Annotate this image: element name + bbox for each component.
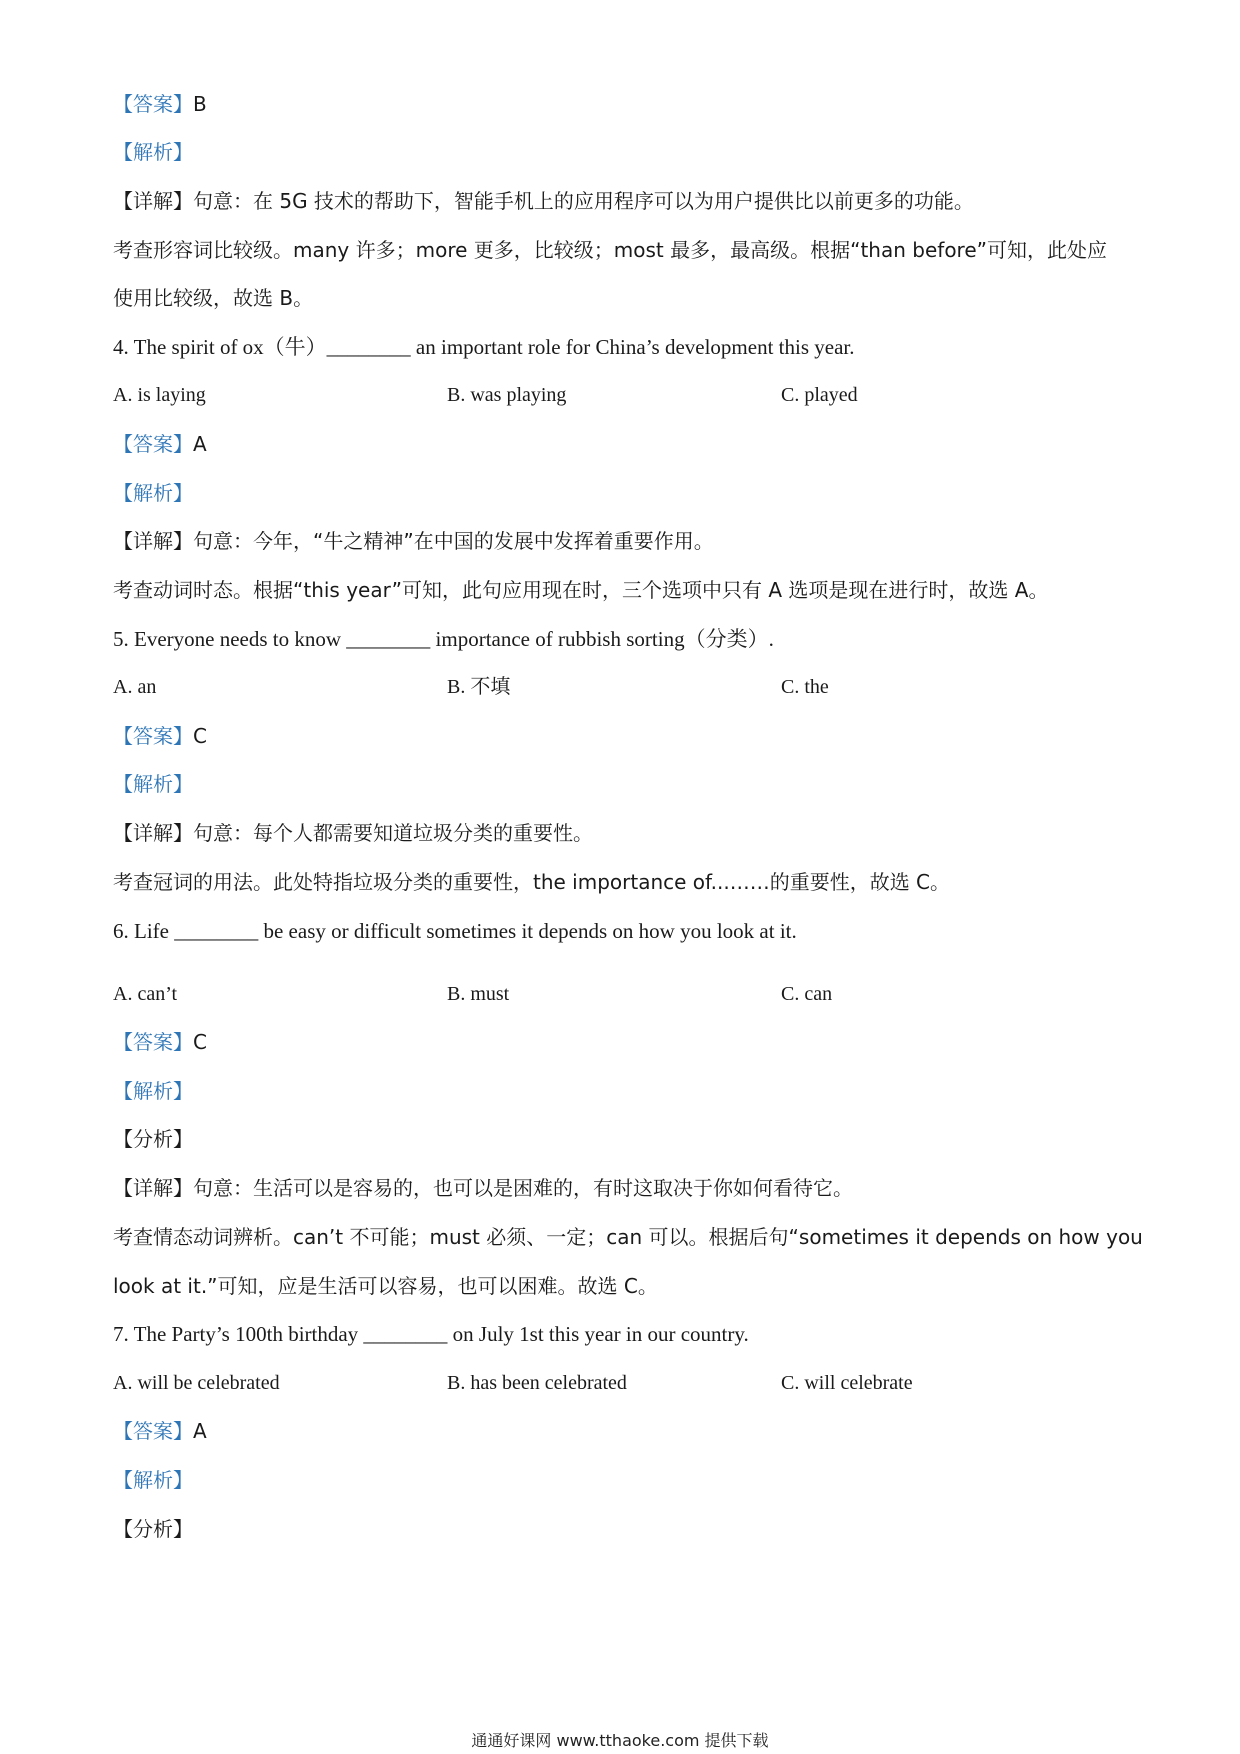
answer-line	[113, 90, 207, 118]
answer-line	[113, 1028, 207, 1056]
option-b: B. must	[447, 983, 510, 1005]
section-tag: 【分析】	[113, 1517, 193, 1541]
question-line	[113, 917, 797, 945]
line-text: 句意：每个人都需要知道垃圾分类的重要性。	[193, 821, 593, 845]
detail-line	[113, 819, 593, 847]
detail-line	[113, 527, 714, 555]
section-tag: 【答案】	[113, 1030, 193, 1054]
section-tag: 【解析】	[113, 481, 193, 505]
analysis-heading	[113, 138, 193, 166]
section-tag: 【分析】	[113, 1127, 193, 1151]
section-tag: 【答案】	[113, 432, 193, 456]
line-text: look at it.”可知，应是生活可以容易，也可以困难。故选 C。	[113, 1274, 658, 1298]
line-text: 5. Everyone needs to know ________ importance of rubbish sorting（分类）.	[113, 627, 774, 651]
line-text: 6. Life ________ be easy or difficult sometimes it depends on how you look at it.	[113, 919, 797, 943]
option-c: C. can	[781, 983, 833, 1005]
explanation-line	[113, 284, 313, 312]
section-tag: 【解析】	[113, 1079, 193, 1103]
option-b: B. was playing	[447, 384, 567, 406]
section-tag: 【答案】	[113, 92, 193, 116]
option-c: C. the	[781, 676, 829, 698]
option-a: A. can’t	[113, 983, 178, 1005]
fenxi-heading	[113, 1125, 193, 1153]
line-text: 句意：今年，“牛之精神”在中国的发展中发挥着重要作用。	[193, 529, 714, 553]
detail-line	[113, 1174, 853, 1202]
option-a: A. an	[113, 676, 157, 698]
answer-line	[113, 1417, 207, 1445]
line-text: 使用比较级，故选 B。	[113, 286, 314, 310]
detail-line	[113, 187, 974, 215]
option-a: A. will be celebrated	[113, 1372, 280, 1394]
section-tag: 【详解】	[113, 821, 193, 845]
option-c: C. played	[781, 384, 858, 406]
answer-line	[113, 430, 207, 458]
question-line	[113, 625, 774, 653]
line-text: 4. The spirit of ox（牛）________ an important role for China’s development this year.	[113, 335, 855, 359]
explanation-line	[113, 1272, 658, 1300]
section-tag: 【解析】	[113, 1468, 193, 1492]
section-tag: 【详解】	[113, 529, 193, 553]
line-text: A	[193, 432, 207, 456]
line-text: 考查情态动词辨析。can’t 不可能；must 必须、一定；can 可以。根据后句“sometimes it depends on how you	[113, 1225, 1143, 1249]
line-text: A	[193, 1419, 207, 1443]
line-text: C	[193, 724, 207, 748]
answer-line	[113, 722, 207, 750]
section-tag: 【答案】	[113, 1419, 193, 1443]
analysis-heading	[113, 1466, 193, 1494]
option-b: B. has been celebrated	[447, 1372, 627, 1394]
line-text: 考查动词时态。根据“this year”可知，此句应用现在时，三个选项中只有 A 选项是现在进行时，故选 A。	[113, 578, 1049, 602]
explanation-line	[113, 236, 1107, 264]
line-text: 考查形容词比较级。many 许多；more 更多，比较级；most 最多，最高级。根据“than before”可知，此处应	[113, 238, 1108, 262]
line-text: 句意：在 5G 技术的帮助下，智能手机上的应用程序可以为用户提供比以前更多的功能。	[193, 189, 974, 213]
option-b: B. 不填	[447, 676, 511, 698]
analysis-heading	[113, 770, 193, 798]
section-tag: 【详解】	[113, 189, 193, 213]
analysis-heading	[113, 479, 193, 507]
section-tag: 【答案】	[113, 724, 193, 748]
line-text: 7. The Party’s 100th birthday ________ on July 1st this year in our country.	[113, 1322, 749, 1346]
line-text: C	[193, 1030, 207, 1054]
page-footer: 通通好课网 www.tthaoke.com 提供下载	[471, 1731, 769, 1750]
line-text: 考查冠词的用法。此处特指垃圾分类的重要性，the importance of...……的重要性，故选 C。	[113, 870, 951, 894]
analysis-heading	[113, 1077, 193, 1105]
section-tag: 【解析】	[113, 140, 193, 164]
explanation-line	[113, 576, 1048, 604]
explanation-line	[113, 868, 950, 896]
line-text: 句意：生活可以是容易的，也可以是困难的，有时这取决于你如何看待它。	[193, 1176, 853, 1200]
line-text: B	[193, 92, 207, 116]
option-a: A. is laying	[113, 384, 206, 406]
question-line	[113, 333, 855, 361]
explanation-line	[113, 1223, 1143, 1251]
option-c: C. will celebrate	[781, 1372, 913, 1394]
section-tag: 【解析】	[113, 772, 193, 796]
section-tag: 【详解】	[113, 1176, 193, 1200]
question-line	[113, 1320, 749, 1348]
fenxi-heading	[113, 1515, 193, 1543]
